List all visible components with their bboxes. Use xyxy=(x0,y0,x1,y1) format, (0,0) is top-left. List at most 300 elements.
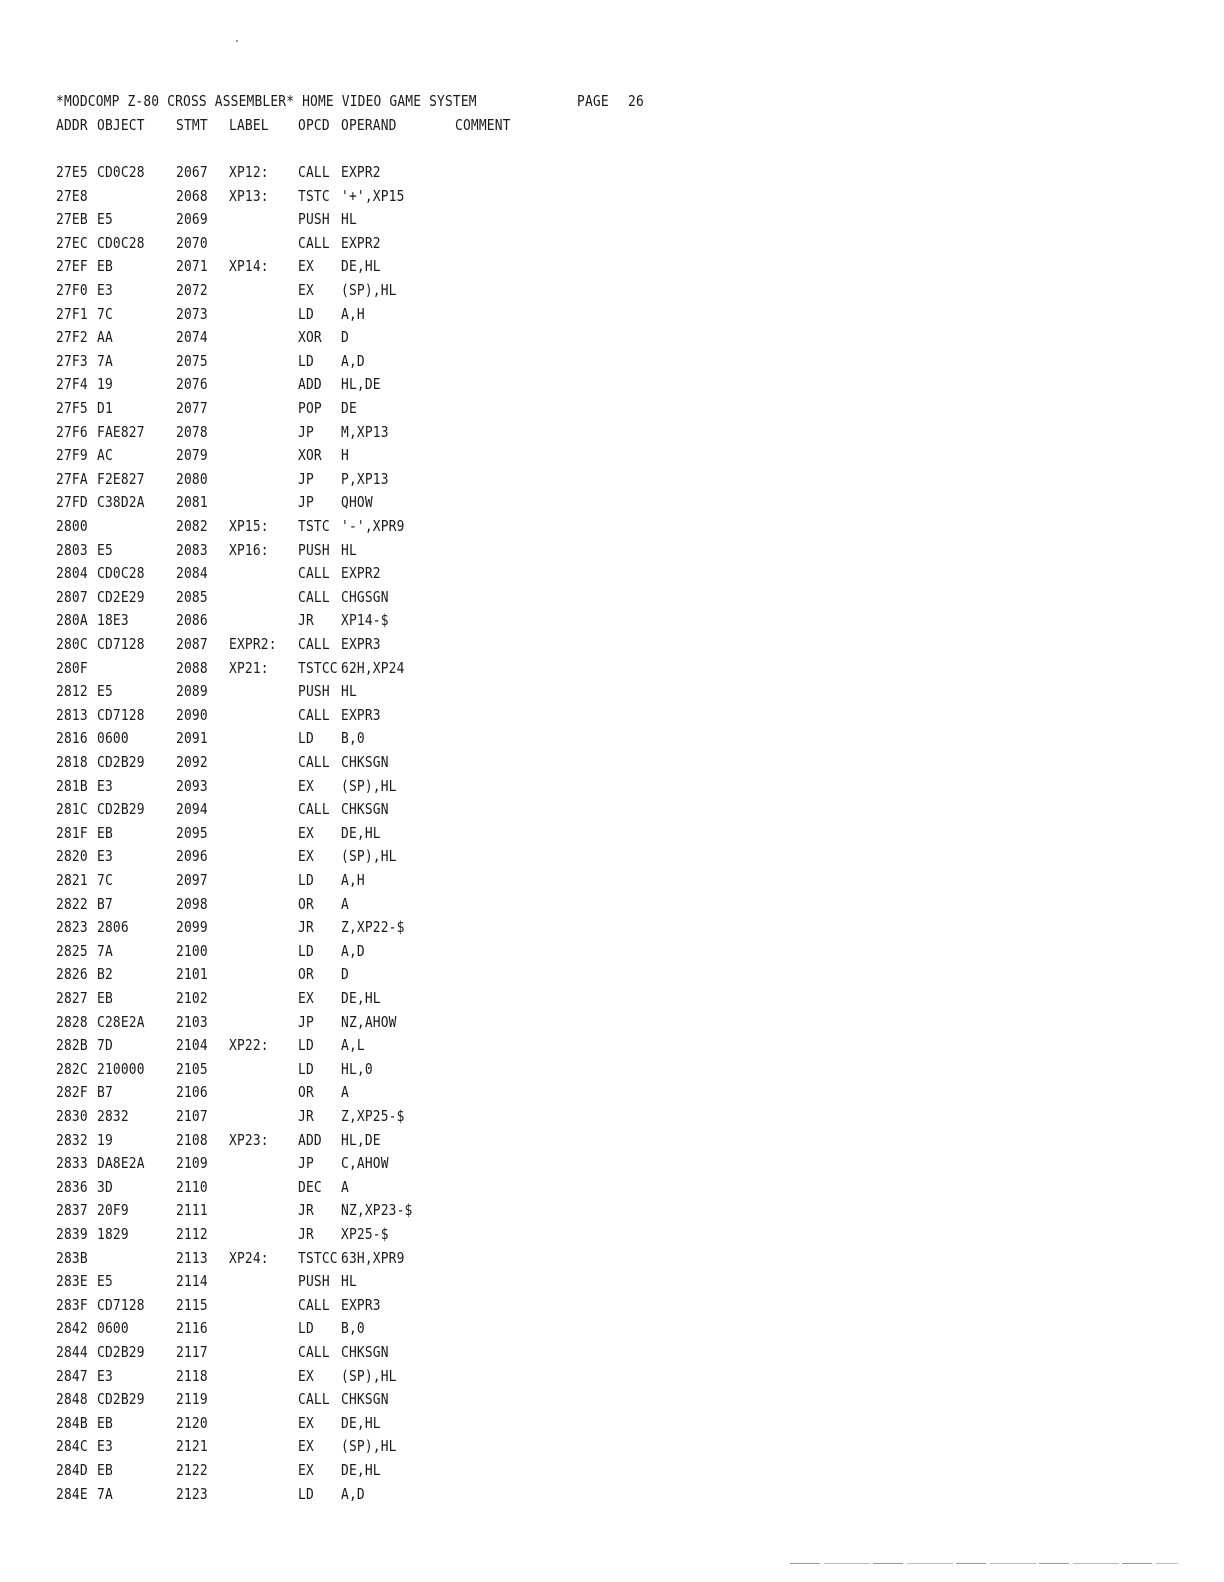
cell-addr: 2844 xyxy=(56,1343,88,1361)
listing-row xyxy=(0,845,1224,867)
cell-opcd: LD xyxy=(298,1319,314,1338)
cell-addr: 280F xyxy=(56,658,88,677)
cell-stmt: 2096 xyxy=(176,847,208,866)
cell-opcd: CALL xyxy=(298,163,330,181)
cell-opcd: EX xyxy=(298,281,314,299)
cell-operand: EXPR2 xyxy=(341,233,381,252)
cell-stmt: 2106 xyxy=(176,1083,208,1102)
cell-stmt: 2076 xyxy=(176,375,208,394)
cell-object: E3 xyxy=(97,1437,113,1456)
listing-row xyxy=(0,1034,1224,1056)
cell-stmt: 2069 xyxy=(176,210,208,229)
cell-stmt: 2081 xyxy=(176,493,208,512)
listing-row xyxy=(0,1105,1224,1127)
cell-opcd: TSTCC xyxy=(298,1248,338,1267)
cell-operand: DE,HL xyxy=(341,1461,381,1479)
cell-addr: 280A xyxy=(56,611,88,630)
cell-object: 2832 xyxy=(97,1107,129,1125)
cell-stmt: 2118 xyxy=(176,1366,208,1385)
cell-stmt: 2112 xyxy=(176,1225,208,1243)
cell-stmt: 2091 xyxy=(176,729,208,748)
cell-stmt: 2087 xyxy=(176,635,208,653)
cell-opcd: LD xyxy=(298,1484,314,1503)
cell-operand: (SP),HL xyxy=(341,776,397,795)
cell-addr: 2833 xyxy=(56,1154,88,1173)
cell-opcd: POP xyxy=(298,399,322,417)
cell-stmt: 2120 xyxy=(176,1413,208,1432)
cell-object: 19 xyxy=(97,1130,113,1149)
cell-stmt: 2083 xyxy=(176,540,208,559)
cell-object: B2 xyxy=(97,965,113,984)
cell-object: 210000 xyxy=(97,1059,145,1078)
listing-row xyxy=(0,185,1224,207)
cell-operand: (SP),HL xyxy=(341,281,397,299)
cell-addr: 27F4 xyxy=(56,375,88,394)
cell-opcd: JR xyxy=(298,1107,314,1125)
cell-addr: 2820 xyxy=(56,847,88,866)
cell-stmt: 2074 xyxy=(176,328,208,347)
cell-opcd: JP xyxy=(298,1154,314,1173)
cell-object: E5 xyxy=(97,682,113,701)
cell-addr: 2822 xyxy=(56,894,88,913)
listing-row xyxy=(0,303,1224,325)
cell-object: 20F9 xyxy=(97,1201,129,1220)
page-header xyxy=(0,90,1224,112)
cell-object: CD7128 xyxy=(97,1295,145,1314)
cell-opcd: JP xyxy=(298,493,314,512)
cell-stmt: 2098 xyxy=(176,894,208,913)
listing-row xyxy=(0,1199,1224,1221)
cell-operand: CHKSGN xyxy=(341,1343,389,1361)
cell-addr: 282F xyxy=(56,1083,88,1102)
cell-opcd: JR xyxy=(298,1201,314,1220)
cell-object: E3 xyxy=(97,776,113,795)
cell-stmt: 2114 xyxy=(176,1272,208,1291)
cell-opcd: CALL xyxy=(298,800,330,819)
col-label-header: LABEL xyxy=(229,116,269,134)
cell-addr: 281B xyxy=(56,776,88,795)
listing-row xyxy=(0,1412,1224,1434)
cell-operand: 62H,XP24 xyxy=(341,658,405,677)
cell-addr: 2837 xyxy=(56,1201,88,1220)
cell-addr: 283E xyxy=(56,1272,88,1291)
cell-operand: HL xyxy=(341,210,357,229)
cell-opcd: PUSH xyxy=(298,210,330,229)
cell-addr: 281F xyxy=(56,823,88,842)
listing-row xyxy=(0,397,1224,419)
listing-row xyxy=(0,1011,1224,1033)
cell-operand: DE,HL xyxy=(341,1413,381,1432)
cell-stmt: 2092 xyxy=(176,753,208,771)
cell-stmt: 2100 xyxy=(176,941,208,960)
cell-addr: 284C xyxy=(56,1437,88,1456)
cell-stmt: 2086 xyxy=(176,611,208,630)
cell-object: FAE827 xyxy=(97,422,145,441)
cell-label: XP21: xyxy=(229,658,269,677)
listing-row xyxy=(0,1176,1224,1198)
cell-stmt: 2107 xyxy=(176,1107,208,1125)
cell-operand: '-',XPR9 xyxy=(341,517,405,535)
cell-label: XP24: xyxy=(229,1248,269,1267)
cell-operand: DE,HL xyxy=(341,257,381,276)
cell-opcd: LD xyxy=(298,941,314,960)
cell-opcd: CALL xyxy=(298,1390,330,1409)
cell-object: 7A xyxy=(97,351,113,370)
cell-operand: A,D xyxy=(341,941,365,960)
listing-row xyxy=(0,1317,1224,1339)
cell-addr: 2828 xyxy=(56,1012,88,1031)
cell-stmt: 2104 xyxy=(176,1036,208,1055)
cell-operand: M,XP13 xyxy=(341,422,389,441)
cell-addr: 27FA xyxy=(56,469,88,488)
cell-operand: HL,0 xyxy=(341,1059,373,1078)
cell-opcd: EX xyxy=(298,823,314,842)
cell-addr: 2804 xyxy=(56,564,88,583)
cell-operand: 63H,XPR9 xyxy=(341,1248,405,1267)
cell-operand: C,AHOW xyxy=(341,1154,389,1173)
cell-object: 7C xyxy=(97,304,113,323)
cell-operand: HL xyxy=(341,1272,357,1291)
cell-operand: A xyxy=(341,894,349,913)
cell-object: CD0C28 xyxy=(97,163,145,181)
cell-object: D1 xyxy=(97,399,113,417)
cell-operand: D xyxy=(341,328,349,347)
cell-opcd: LD xyxy=(298,1059,314,1078)
cell-addr: 27EB xyxy=(56,210,88,229)
cell-operand: DE,HL xyxy=(341,989,381,1007)
cell-opcd: JP xyxy=(298,422,314,441)
cell-operand: Z,XP22-$ xyxy=(341,918,405,937)
cell-stmt: 2067 xyxy=(176,163,208,181)
cell-addr: 283B xyxy=(56,1248,88,1267)
cell-object: EB xyxy=(97,1413,113,1432)
listing-row xyxy=(0,751,1224,773)
page-label: PAGE xyxy=(577,92,609,110)
cell-addr: 2830 xyxy=(56,1107,88,1125)
cell-object: EB xyxy=(97,823,113,842)
cell-opcd: OR xyxy=(298,1083,314,1102)
cell-object: CD2B29 xyxy=(97,1390,145,1409)
cell-addr: 2812 xyxy=(56,682,88,701)
listing-row xyxy=(0,161,1224,183)
listing-row xyxy=(0,1247,1224,1269)
cell-stmt: 2102 xyxy=(176,989,208,1007)
cell-operand: CHKSGN xyxy=(341,753,389,771)
cell-label: EXPR2: xyxy=(229,635,277,653)
page-number: 26 xyxy=(628,92,644,110)
cell-stmt: 2109 xyxy=(176,1154,208,1173)
cell-stmt: 2099 xyxy=(176,918,208,937)
cell-object: CD0C28 xyxy=(97,564,145,583)
listing-row xyxy=(0,1365,1224,1387)
cell-stmt: 2095 xyxy=(176,823,208,842)
cell-operand: (SP),HL xyxy=(341,1366,397,1385)
cell-stmt: 2071 xyxy=(176,257,208,276)
listing-row xyxy=(0,1459,1224,1481)
cell-operand: '+',XP15 xyxy=(341,186,405,205)
cell-operand: HL,DE xyxy=(341,375,381,394)
cell-object: EB xyxy=(97,257,113,276)
cell-operand: XP14-$ xyxy=(341,611,389,630)
cell-operand: A,L xyxy=(341,1036,365,1055)
listing-row xyxy=(0,373,1224,395)
listing-row xyxy=(0,657,1224,679)
cell-opcd: EX xyxy=(298,776,314,795)
cell-addr: 27E5 xyxy=(56,163,88,181)
cell-opcd: JP xyxy=(298,469,314,488)
listing-row xyxy=(0,1223,1224,1245)
listing-row xyxy=(0,350,1224,372)
cell-object: 19 xyxy=(97,375,113,394)
cell-opcd: LD xyxy=(298,351,314,370)
cell-stmt: 2116 xyxy=(176,1319,208,1338)
listing-row xyxy=(0,515,1224,537)
cell-operand: QHOW xyxy=(341,493,373,512)
cell-operand: (SP),HL xyxy=(341,1437,397,1456)
col-object-header: OBJECT xyxy=(97,116,145,134)
cell-addr: 2813 xyxy=(56,705,88,724)
listing-row xyxy=(0,326,1224,348)
cell-opcd: CALL xyxy=(298,635,330,653)
cell-opcd: ADD xyxy=(298,375,322,394)
cell-label: XP22: xyxy=(229,1036,269,1055)
listing-row xyxy=(0,1270,1224,1292)
cell-operand: A,D xyxy=(341,351,365,370)
cell-opcd: EX xyxy=(298,1413,314,1432)
cell-operand: A,D xyxy=(341,1484,365,1503)
cell-object: 18E3 xyxy=(97,611,129,630)
cell-opcd: CALL xyxy=(298,564,330,583)
cell-label: XP14: xyxy=(229,257,269,276)
cell-stmt: 2119 xyxy=(176,1390,208,1409)
cell-stmt: 2068 xyxy=(176,186,208,205)
col-operand-header: OPERAND xyxy=(341,116,397,134)
cell-label: XP23: xyxy=(229,1130,269,1149)
cell-addr: 27E8 xyxy=(56,186,88,205)
cell-opcd: LD xyxy=(298,871,314,889)
cell-addr: 2848 xyxy=(56,1390,88,1409)
cell-operand: CHGSGN xyxy=(341,587,389,606)
cell-opcd: EX xyxy=(298,1366,314,1385)
listing-row xyxy=(0,704,1224,726)
listing-row xyxy=(0,633,1224,655)
cell-object: EB xyxy=(97,1461,113,1479)
cell-operand: B,0 xyxy=(341,729,365,748)
cell-operand: EXPR3 xyxy=(341,635,381,653)
cell-opcd: EX xyxy=(298,989,314,1007)
cell-opcd: CALL xyxy=(298,753,330,771)
cell-stmt: 2073 xyxy=(176,304,208,323)
cell-opcd: PUSH xyxy=(298,1272,330,1291)
col-opcd-header: OPCD xyxy=(298,116,330,134)
column-headers xyxy=(0,114,1224,136)
cell-stmt: 2110 xyxy=(176,1177,208,1196)
cell-stmt: 2103 xyxy=(176,1012,208,1031)
cell-addr: 2827 xyxy=(56,989,88,1007)
cell-object: AC xyxy=(97,446,113,465)
cell-object: C38D2A xyxy=(97,493,145,512)
listing-row xyxy=(0,491,1224,513)
cell-operand: DE,HL xyxy=(341,823,381,842)
listing-row xyxy=(0,1294,1224,1316)
cell-addr: 2807 xyxy=(56,587,88,606)
listing-row xyxy=(0,1152,1224,1174)
listing-row xyxy=(0,1435,1224,1457)
cell-object: E3 xyxy=(97,1366,113,1385)
cell-object: CD2B29 xyxy=(97,1343,145,1361)
cell-stmt: 2097 xyxy=(176,871,208,889)
cell-object: E5 xyxy=(97,210,113,229)
cell-opcd: OR xyxy=(298,965,314,984)
cell-opcd: CALL xyxy=(298,1295,330,1314)
cell-object: 7C xyxy=(97,871,113,889)
cell-addr: 284D xyxy=(56,1461,88,1479)
cell-object: B7 xyxy=(97,1083,113,1102)
cell-label: XP16: xyxy=(229,540,269,559)
listing-row xyxy=(0,468,1224,490)
cell-addr: 2825 xyxy=(56,941,88,960)
cell-stmt: 2111 xyxy=(176,1201,208,1220)
cell-operand: H xyxy=(341,446,349,465)
cell-operand: DE xyxy=(341,399,357,417)
cell-stmt: 2117 xyxy=(176,1343,208,1361)
cell-operand: P,XP13 xyxy=(341,469,389,488)
cell-object: 0600 xyxy=(97,729,129,748)
cell-object: CD2B29 xyxy=(97,753,145,771)
cell-opcd: PUSH xyxy=(298,540,330,559)
cell-stmt: 2088 xyxy=(176,658,208,677)
cell-object: E5 xyxy=(97,1272,113,1291)
cell-operand: A,H xyxy=(341,304,365,323)
col-comment-header: COMMENT xyxy=(455,116,511,134)
listing-row xyxy=(0,444,1224,466)
cell-stmt: 2089 xyxy=(176,682,208,701)
cell-addr: 2800 xyxy=(56,517,88,535)
cell-object: 1829 xyxy=(97,1225,129,1243)
cell-object: 2806 xyxy=(97,918,129,937)
cell-addr: 2847 xyxy=(56,1366,88,1385)
cell-object: 7A xyxy=(97,1484,113,1503)
listing-row xyxy=(0,869,1224,891)
cell-addr: 27F0 xyxy=(56,281,88,299)
cell-addr: 2823 xyxy=(56,918,88,937)
cell-object: 0600 xyxy=(97,1319,129,1338)
cell-opcd: JR xyxy=(298,1225,314,1243)
cell-operand: A xyxy=(341,1177,349,1196)
cell-addr: 283F xyxy=(56,1295,88,1314)
cell-opcd: EX xyxy=(298,1437,314,1456)
cell-object: C28E2A xyxy=(97,1012,145,1031)
cell-stmt: 2072 xyxy=(176,281,208,299)
listing-row xyxy=(0,279,1224,301)
cell-operand: NZ,XP23-$ xyxy=(341,1201,413,1220)
cell-opcd: JR xyxy=(298,918,314,937)
cell-addr: 2836 xyxy=(56,1177,88,1196)
cell-object: CD7128 xyxy=(97,705,145,724)
cell-object: CD2B29 xyxy=(97,800,145,819)
cell-object: AA xyxy=(97,328,113,347)
cell-object: 7D xyxy=(97,1036,113,1055)
cell-addr: 27F3 xyxy=(56,351,88,370)
cell-opcd: LD xyxy=(298,304,314,323)
cell-operand: Z,XP25-$ xyxy=(341,1107,405,1125)
listing-row xyxy=(0,775,1224,797)
cell-opcd: TSTCC xyxy=(298,658,338,677)
cell-object: E3 xyxy=(97,281,113,299)
cell-addr: 284E xyxy=(56,1484,88,1503)
listing-row xyxy=(0,421,1224,443)
listing-row xyxy=(0,893,1224,915)
cell-object: CD7128 xyxy=(97,635,145,653)
cell-stmt: 2075 xyxy=(176,351,208,370)
cell-opcd: EX xyxy=(298,257,314,276)
cell-operand: A,H xyxy=(341,871,365,889)
cell-operand: EXPR3 xyxy=(341,1295,381,1314)
listing-row xyxy=(0,822,1224,844)
cell-operand: A xyxy=(341,1083,349,1102)
listing-row xyxy=(0,562,1224,584)
cell-addr: 2832 xyxy=(56,1130,88,1149)
cell-addr: 2842 xyxy=(56,1319,88,1338)
cell-label: XP12: xyxy=(229,163,269,181)
cell-addr: 2839 xyxy=(56,1225,88,1243)
cell-opcd: PUSH xyxy=(298,682,330,701)
cell-addr: 281C xyxy=(56,800,88,819)
cell-operand: EXPR2 xyxy=(341,564,381,583)
cell-addr: 284B xyxy=(56,1413,88,1432)
listing-row xyxy=(0,208,1224,230)
cell-object: 7A xyxy=(97,941,113,960)
cell-stmt: 2108 xyxy=(176,1130,208,1149)
cell-stmt: 2084 xyxy=(176,564,208,583)
cell-stmt: 2105 xyxy=(176,1059,208,1078)
cell-addr: 27EC xyxy=(56,233,88,252)
listing-row xyxy=(0,232,1224,254)
cell-addr: 2816 xyxy=(56,729,88,748)
col-addr-header: ADDR xyxy=(56,116,88,134)
listing-row xyxy=(0,539,1224,561)
cell-operand: B,0 xyxy=(341,1319,365,1338)
cell-stmt: 2079 xyxy=(176,446,208,465)
cell-operand: EXPR2 xyxy=(341,163,381,181)
listing-row xyxy=(0,1483,1224,1505)
cell-stmt: 2078 xyxy=(176,422,208,441)
cell-addr: 27F5 xyxy=(56,399,88,417)
cell-addr: 27EF xyxy=(56,257,88,276)
cell-object: CD2E29 xyxy=(97,587,145,606)
cell-operand: EXPR3 xyxy=(341,705,381,724)
cell-opcd: CALL xyxy=(298,233,330,252)
cell-stmt: 2122 xyxy=(176,1461,208,1479)
cell-stmt: 2101 xyxy=(176,965,208,984)
listing-row xyxy=(0,727,1224,749)
listing-row xyxy=(0,987,1224,1009)
cell-addr: 280C xyxy=(56,635,88,653)
cell-stmt: 2093 xyxy=(176,776,208,795)
cell-object: 3D xyxy=(97,1177,113,1196)
listing-row xyxy=(0,1058,1224,1080)
cell-opcd: EX xyxy=(298,1461,314,1479)
cell-addr: 27F6 xyxy=(56,422,88,441)
cell-operand: (SP),HL xyxy=(341,847,397,866)
cell-operand: HL,DE xyxy=(341,1130,381,1149)
cell-stmt: 2080 xyxy=(176,469,208,488)
cell-stmt: 2113 xyxy=(176,1248,208,1267)
listing-row xyxy=(0,1081,1224,1103)
cell-stmt: 2082 xyxy=(176,517,208,535)
listing-row xyxy=(0,255,1224,277)
cell-stmt: 2070 xyxy=(176,233,208,252)
